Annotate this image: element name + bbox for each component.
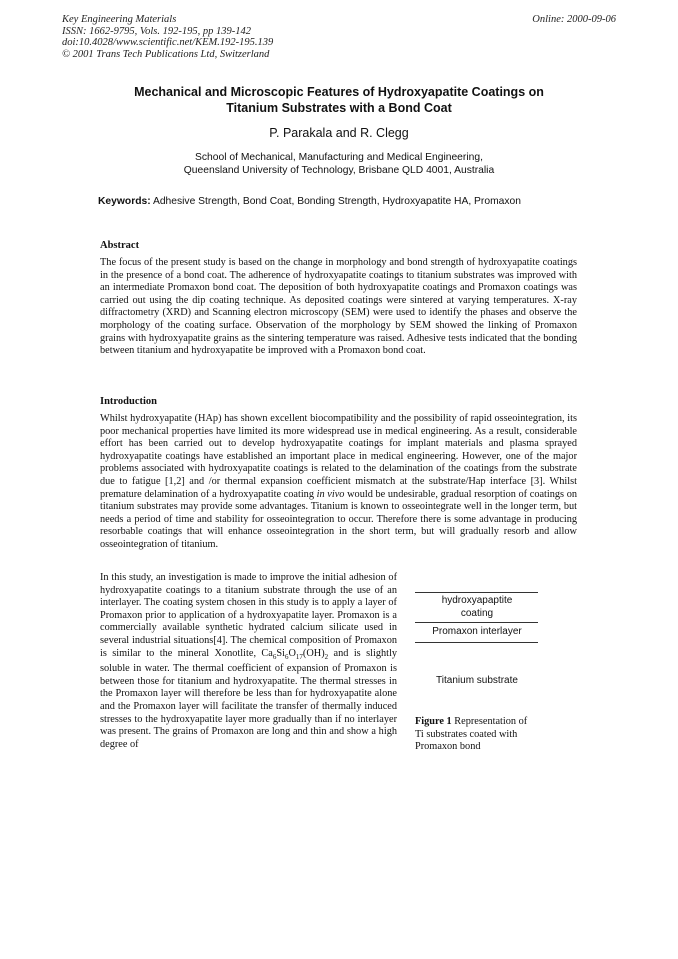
intro-p2-text-a: In this study, an investigation is made to improve the initial adhesion of hydroxyapatite coatings to a titanium substrate through the use of an interlayer. The coating system chosen in this study is to apply a layer of Promaxon prior to application of a hydroxyapatite layer. Promaxon is a commercially available synthetic hydrated calcium silicate used in several industrial situations[4]. The chemical composition of Promaxon is similar to the mineral Xonotlite, Ca <box>100 572 397 659</box>
issn-line: ISSN: 1662-9795, Vols. 192-195, pp 139-142 <box>62 25 251 37</box>
formula-sub: 2 <box>324 652 329 661</box>
formula-sub: 6 <box>272 652 277 661</box>
intro-p1-italic: in vivo <box>316 488 345 500</box>
formula-oh: (OH) <box>302 647 325 659</box>
formula-sub: 6 <box>284 652 289 661</box>
layer-top-line-1: hydroxyapaptite <box>441 595 513 606</box>
affiliation <box>60 151 618 177</box>
formula-o: O <box>288 647 296 659</box>
layer-top-line <box>415 592 538 593</box>
layer-boundary-1 <box>415 622 538 623</box>
figure-caption <box>415 716 537 754</box>
abstract-body: The focus of the present study is based on the change in morphology and bond strength of hydroxyapatite coatings in the presence of a bond coat. The adherence of hydroxyapatite coatings to titanium substrates was improved with an intermediate Promaxon bond coat. The deposition of both hydroxyapatite coatings and Promaxon coatings was carried out using the dip coating technique. As deposited coatings were sintered at varying temperatures. X-ray diffractometry (XRD) and Scanning electron microscopy (SEM) were used to identify the phases and observe the morphology of the coating surface. Observation of the morphology by SEM showed the linking of Promaxon grains with hydroxyapatite grains as the sintering temperature was raised. Adhesive tests indicated that the bonding between titanium and hydroxyapatite be improved with a Promaxon bond coat. <box>100 257 577 357</box>
hydroxyapatite-layer-label <box>413 594 541 620</box>
doi-line: doi:10.4028/www.scientific.net/KEM.192-195.139 <box>62 37 274 48</box>
abstract-heading: Abstract <box>100 240 140 251</box>
titanium-layer-label: Titanium substrate <box>436 675 518 686</box>
affiliation-line-1: School of Mechanical, Manufacturing and Medical Engineering, <box>195 152 483 163</box>
journal-header <box>62 14 392 60</box>
title-line-2: Titanium Substrates with a Bond Coat <box>226 101 452 115</box>
title-line-1: Mechanical and Microscopic Features of Hydroxyapatite Coatings on <box>134 85 544 99</box>
keywords-label: Keywords: <box>98 196 151 207</box>
promaxon-layer-label: Promaxon interlayer <box>432 626 522 637</box>
journal-name: Key Engineering Materials <box>62 14 177 25</box>
introduction-paragraph-2 <box>100 572 397 751</box>
authors: P. Parakala and R. Clegg <box>269 126 409 140</box>
formula-sub: 17 <box>295 652 303 661</box>
affiliation-line-2: Queensland University of Technology, Brisbane QLD 4001, Australia <box>183 165 495 176</box>
online-date: Online: 2000-09-06 <box>532 14 616 25</box>
layer-boundary-2 <box>415 642 538 643</box>
paper-title <box>60 84 618 116</box>
figure-caption-label: Figure 1 <box>415 716 452 727</box>
figure-caption-text: Representation of Ti substrates coated with Promaxon bond <box>415 716 528 753</box>
introduction-paragraph-1 <box>100 413 577 552</box>
intro-p1-text-a: Whilst hydroxyapatite (HAp) has shown excellent biocompatibility and the possibility of rapid osseointegration, its poor mechanical properties have limited its more widespread use in medical engineering. As a result, considerable effort has been carried out to develop hydroxyapatite coatings for implant materials and plasma sprayed hydroxyapatite coatings have established an important place in medical engineering. However, one of the major problems associated with hydroxyapatite coatings is related to the delamination of the coatings from the substrate due to fatigue [1,2] and /or thermal expansion coefficient mismatch at the substrate/Hap interface [3]. Whilst premature delamination of a hydroxyapatite coating <box>100 413 577 500</box>
intro-p1-text-b: would be undesirable, gradual resorption of coatings on titanium substrates may provide some advantages. Titanium is known to osseointegrate well in the longer term, but needs a period of time and stability for osseointegration to occur. Therefore there is some advantage in producing resorbable coatings that will enhance osseointegration in the short term, but will gradually resorb and allow osseointegration of titanium. <box>100 488 578 550</box>
keywords-list: Adhesive Strength, Bond Coat, Bonding Strength, Hydroxyapatite HA, Promaxon <box>152 196 521 207</box>
layer-top-line-2: coating <box>460 608 494 619</box>
keywords <box>98 196 598 207</box>
formula-si: Si <box>276 647 285 659</box>
intro-p2-text-b: and is slightly soluble in water. The thermal coefficient of expansion of Promaxon is between those for titanium and hydroxyapatite. The thermal stresses in the Promaxon layer will therefore be less than for hydroxyapatite alone and the Promaxon layer will facilitate the transfer of thermally induced stresses to the hydroxyapatite layer more gradually than if no interlayer was present. The grains of Promaxon are long and thin and show a high degree of <box>100 647 397 750</box>
copyright-line: © 2001 Trans Tech Publications Ltd, Switzerland <box>62 48 270 60</box>
figure-1 <box>413 590 543 770</box>
introduction-heading: Introduction <box>100 396 157 407</box>
